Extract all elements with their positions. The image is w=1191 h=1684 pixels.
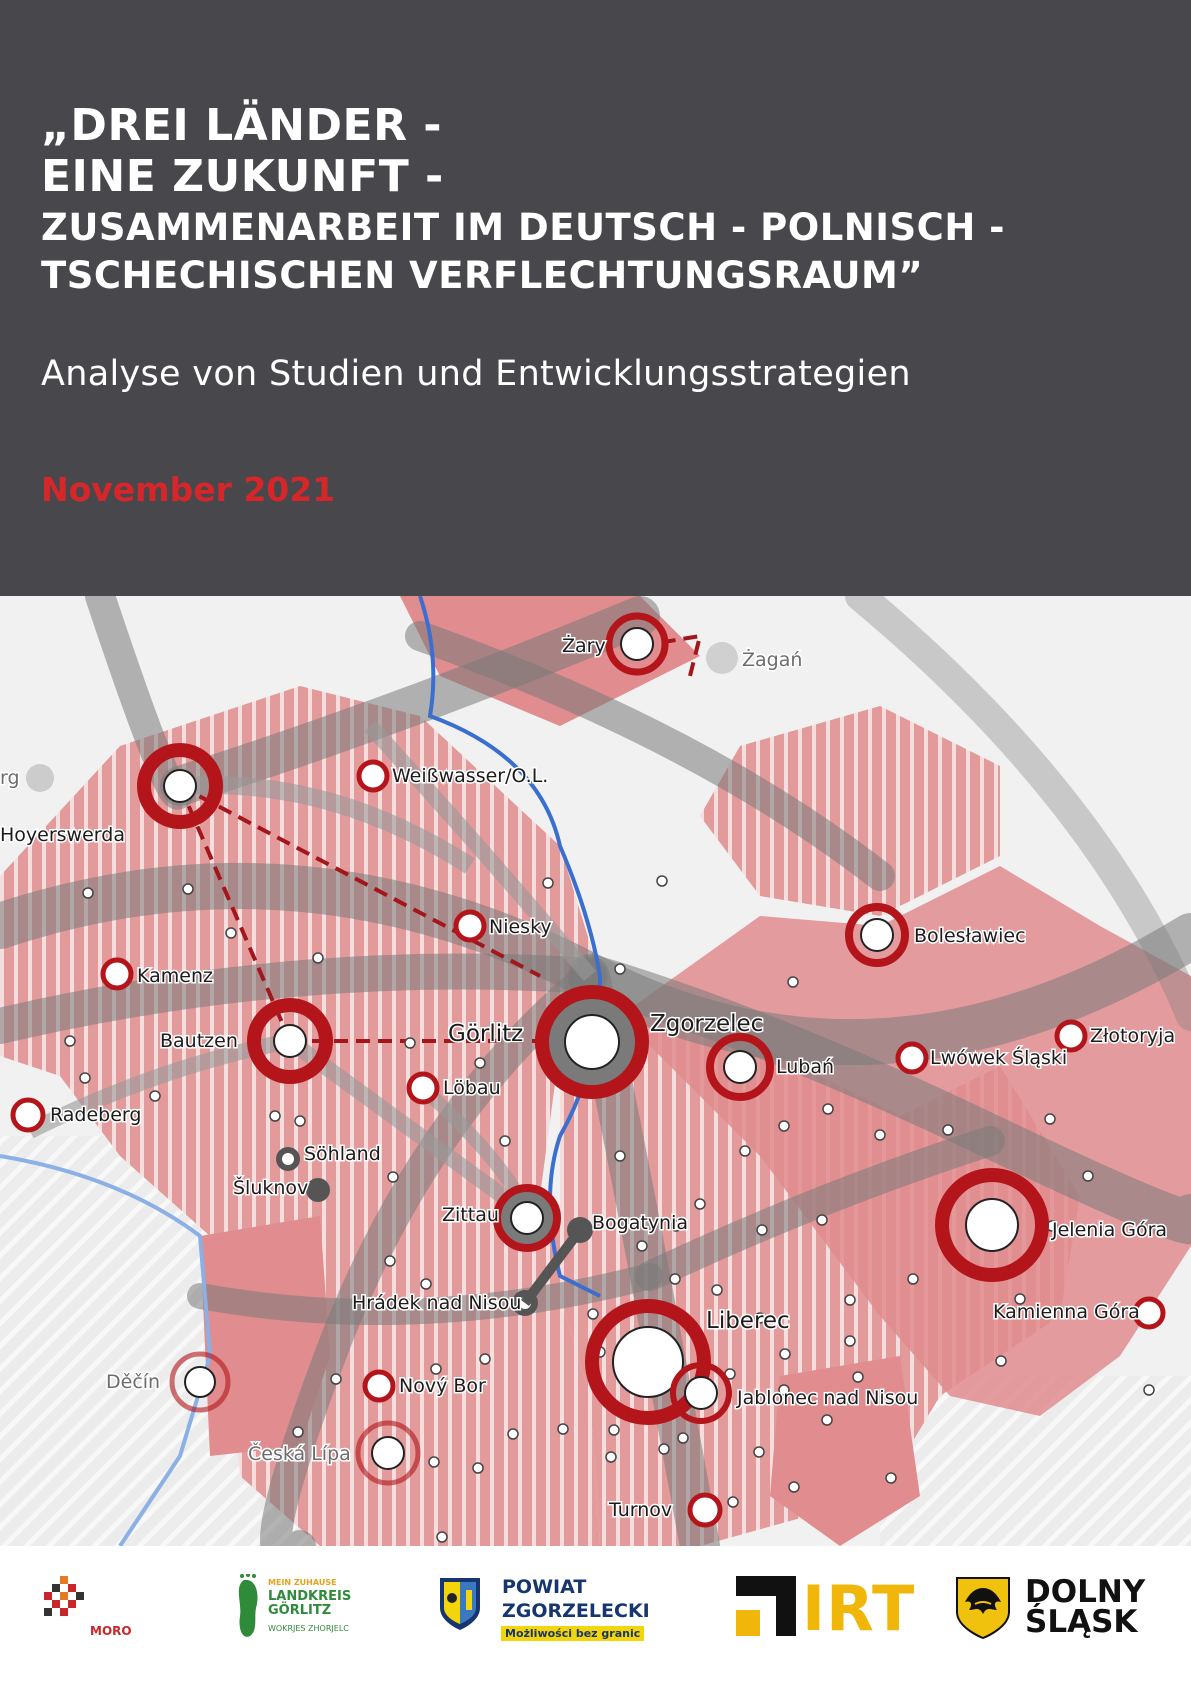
- moro-logo: [40, 1576, 130, 1656]
- label-bautzen: Bautzen: [160, 1030, 238, 1052]
- label-weisswasser: Weißwasser/O.L.: [392, 765, 549, 787]
- landkreis-name-line-2: GÖRLITZ: [268, 1603, 332, 1618]
- label-niesky: Niesky: [489, 916, 552, 938]
- powiat-line-1: POWIAT: [502, 1576, 587, 1598]
- landkreis-sorbian-name: WOKRJES ZHORJELC: [268, 1624, 349, 1633]
- label-hradek: Hrádek nad Nisou: [352, 1292, 522, 1314]
- label-kamienna-gora: Kamienna Góra: [993, 1301, 1140, 1323]
- landkreis-name-line-1: LANDKREIS: [268, 1589, 352, 1604]
- label-turnov: Turnov: [609, 1499, 673, 1521]
- label-zgorzelec: Zgorzelec: [650, 1011, 764, 1037]
- title-line-4: TSCHECHISCHEN VERFLECHTUNGSRAUM”: [41, 254, 924, 297]
- eagle-crest-icon: [955, 1576, 1011, 1640]
- landkreis-goerlitz-logo: [234, 1574, 354, 1654]
- label-gorlitz: Görlitz: [448, 1021, 524, 1047]
- label-lobau: Löbau: [443, 1077, 501, 1099]
- label-lwowek: Lwówek Śląski: [930, 1047, 1068, 1069]
- label-zary: Żary: [562, 635, 606, 657]
- subtitle: Analyse von Studien und Entwicklungsstrategien: [41, 354, 911, 394]
- landkreis-name: [268, 1590, 351, 1618]
- label-zagan: Żagań: [742, 649, 803, 671]
- label-luban: Lubań: [776, 1056, 835, 1078]
- label-jelenia-gora: Jelenia Góra: [1052, 1219, 1168, 1241]
- regional-map: [0, 596, 1191, 1546]
- label-rg: rg: [0, 767, 20, 789]
- irt-logo: [736, 1572, 916, 1646]
- publication-date: November 2021: [41, 470, 336, 509]
- map-graphic: [0, 596, 1191, 1546]
- label-zlotoryja: Złotoryja: [1090, 1025, 1176, 1047]
- label-bogatynia: Bogatynia: [592, 1212, 689, 1234]
- label-zittau: Zittau: [442, 1204, 499, 1226]
- label-boleslawiec: Bolesławiec: [914, 925, 1026, 947]
- powiat-zgorzelecki-logo: [438, 1576, 658, 1656]
- irt-mark-icon: [736, 1576, 800, 1640]
- label-radeberg: Radeberg: [50, 1104, 142, 1126]
- partner-logos: [0, 1546, 1191, 1684]
- label-kamenz: Kamenz: [137, 965, 213, 987]
- title-line-2: EINE ZUKUNFT -: [41, 151, 444, 202]
- title-line-3: ZUSAMMENARBEIT IM DEUTSCH - POLNISCH -: [41, 206, 1006, 249]
- powiat-line-2: ZGORZELECKI: [502, 1600, 650, 1622]
- label-hoyerswerda: Hoyerswerda: [0, 824, 125, 846]
- dolny-slask-logo: [955, 1576, 1155, 1646]
- label-decin: Děčín: [106, 1371, 161, 1393]
- powiat-slogan: Możliwości bez granic: [501, 1626, 644, 1641]
- footprint-icon: [234, 1574, 266, 1640]
- dolny-slask-line-1: DOLNY: [1025, 1574, 1146, 1610]
- title-line-1: „DREI LÄNDER -: [41, 100, 443, 151]
- moro-mark-icon: [40, 1576, 90, 1626]
- label-liberec: Liberec: [706, 1308, 790, 1334]
- cover-header: [0, 0, 1191, 596]
- label-sohland: Söhland: [304, 1143, 381, 1165]
- label-novy-bor: Nový Bor: [399, 1375, 486, 1397]
- landkreis-tagline: MEIN ZUHAUSE: [268, 1578, 337, 1587]
- powiat-crest-icon: [438, 1576, 482, 1632]
- label-jablonec: Jablonec nad Nisou: [737, 1387, 919, 1409]
- moro-text: MORO: [90, 1624, 132, 1638]
- label-sluknov: Šluknov: [233, 1177, 309, 1199]
- dolny-slask-line-2: ŚLĄSK: [1025, 1604, 1138, 1640]
- irt-text: IRT: [802, 1572, 916, 1645]
- label-ceska-lipa: Česká Lípa: [248, 1443, 351, 1465]
